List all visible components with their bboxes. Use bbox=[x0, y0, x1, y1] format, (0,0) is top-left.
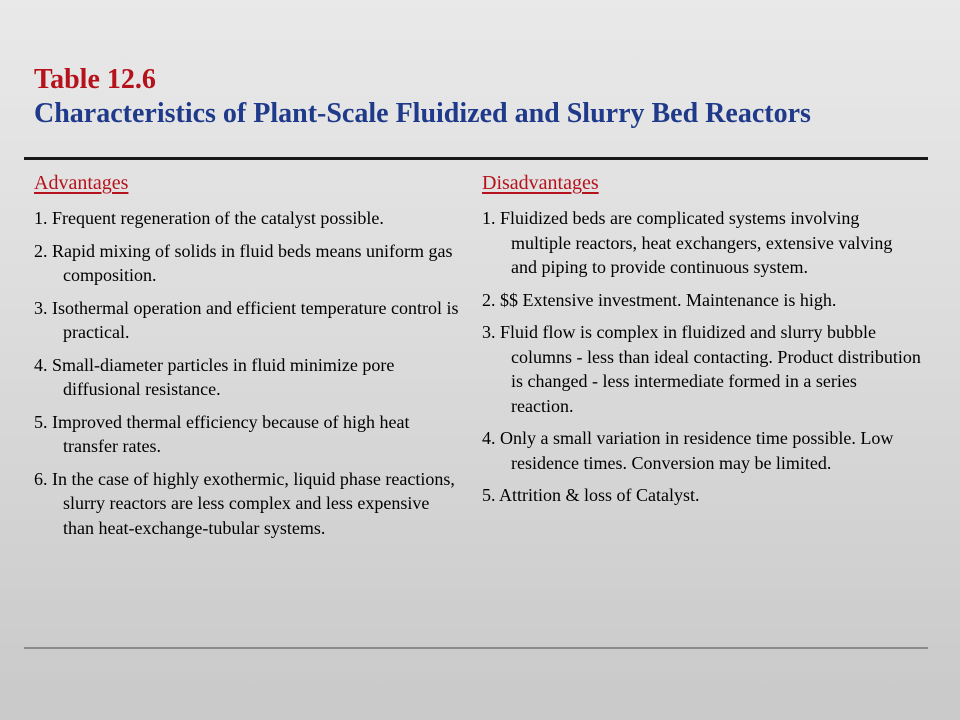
disadvantage-item: 5. Attrition & loss of Catalyst. bbox=[482, 485, 700, 505]
disadvantage-item: 1. Fluidized beds are complicated systems involving multiple reactors, heat exchangers, extensive valving and piping to provide continuous system. bbox=[482, 208, 893, 277]
disadvantage-item: 2. $$ Extensive investment. Maintenance is high. bbox=[482, 289, 837, 310]
advantage-item: 6. In the case of highly exothermic, liquid phase reactions, slurry reactors are less complex and less expensive than heat-exchange-tubular systems. bbox=[34, 468, 455, 538]
disadvantage-item: 4. Only a small variation in residence time possible. Low residence times. Conversion may be limited. bbox=[482, 428, 894, 473]
disadvantages-heading: Disadvantages bbox=[482, 172, 599, 194]
advantage-item: 5. Improved thermal efficiency because of high heat transfer rates. bbox=[34, 411, 410, 456]
advantages-column bbox=[34, 170, 464, 548]
disadvantages-column bbox=[482, 170, 922, 516]
bottom-divider bbox=[24, 647, 928, 649]
advantage-item: 2. Rapid mixing of solids in fluid beds means uniform gas composition. bbox=[34, 240, 453, 285]
advantages-heading: Advantages bbox=[34, 172, 129, 194]
advantage-item: 4. Small-diameter particles in fluid minimize pore diffusional resistance. bbox=[34, 354, 395, 399]
advantage-item: 1. Frequent regeneration of the catalyst possible. bbox=[34, 208, 384, 228]
disadvantage-item: 3. Fluid flow is complex in fluidized and slurry bubble columns - less than ideal contacting. Product distribution is changed - less intermediate formed in a series reaction. bbox=[482, 322, 921, 416]
slide-title bbox=[34, 64, 934, 132]
table-number: Table 12.6 bbox=[34, 64, 156, 95]
top-divider bbox=[24, 157, 928, 160]
advantage-item: 3. Isothermal operation and efficient temperature control is practical. bbox=[34, 297, 459, 342]
table-caption: Characteristics of Plant-Scale Fluidized and Slurry Bed Reactors bbox=[34, 98, 811, 129]
